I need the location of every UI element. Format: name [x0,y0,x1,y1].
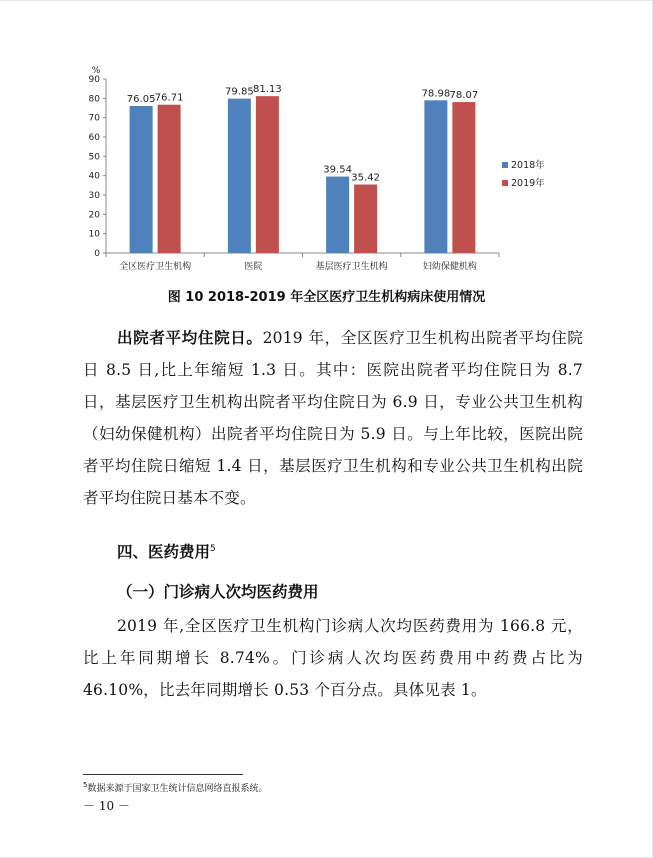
footnote-mark: 5 [83,781,88,789]
data-label: 39.54 [323,164,352,176]
paragraph-average-stay [83,322,583,514]
y-tick-label: 80 [88,94,100,105]
paragraph-lead: 出院者平均住院日。 [117,329,263,347]
figure-caption: 图 10 2018-2019 年全区医疗卫生机构病床使用情况 [167,290,486,305]
bar-2018年 [326,177,349,253]
data-label: 76.05 [126,93,156,105]
legend-label: 2018年 [511,160,545,171]
y-tick-label: 0 [94,249,100,259]
footnote-text: 数据来源于国家卫生统计信息网络直报系统。 [87,784,268,794]
bed-utilization-chart [84,62,564,284]
y-tick-label: 30 [88,191,100,201]
bar-2018年 [424,100,447,253]
footnote-reference[interactable]: 5 [210,543,216,554]
section-heading [117,540,216,562]
page-edge [0,0,653,1]
y-tick-label: 50 [88,152,100,163]
footnote-divider [83,774,243,775]
x-tick-label: 基层医疗卫生机构 [315,262,388,272]
data-label: 35.42 [351,172,380,184]
section-heading-text: 四、医药费用 [117,543,211,561]
legend-swatch [502,180,508,186]
subsection-heading: （一）门诊病人次均医药费用 [117,583,319,601]
data-label: 78.07 [449,90,479,102]
bar-2018年 [228,99,251,253]
x-tick-label: 医院 [244,262,263,272]
y-tick-label: 70 [88,113,100,124]
data-label: 76.71 [154,92,184,104]
x-tick-label: 妇幼保健机构 [422,262,477,272]
y-tick-label: 10 [88,229,100,240]
y-tick-label: 90 [88,75,100,85]
bar-2019年 [354,185,377,253]
legend-swatch [502,162,508,168]
data-label: 78.98 [421,88,451,100]
x-tick-label: 全区医疗卫生机构 [119,262,192,272]
bar-2018年 [130,106,153,253]
paragraph-outpatient-cost: 2019 年,全区医疗卫生机构门诊病人次均医药费用为 166.8 元，比上年同期增长 8.74%。门诊病人次均医药费用中药费占比为 46.10%，比去年同期增长 0.53 个百分点。具体见表 1。 [83,617,583,699]
page-number: － 10 － [83,799,130,813]
y-tick-label: 40 [88,171,100,182]
footnote [83,781,267,794]
paragraph-body: 2019 年，全区医疗卫生机构出院者平均住院日 8.5 日,比上年缩短 1.3 日。其中：医院出院者平均住院日为 8.7 日，基层医疗卫生机构出院者平均住院日为 6.9 日，专业公共卫生机构（妇幼保健机构）出院者平均住院日为 5.9 日。与上年比较，医院出院者平均住院日缩短 1.4 日，基层医疗卫生机构和专业公共卫生机构出院者平均住院日基本不变。 [83,329,583,507]
data-label: 79.85 [225,86,254,98]
bar-2019年 [158,105,181,253]
y-axis-unit: % [91,66,101,76]
data-label: 81.13 [253,84,282,96]
bar-2019年 [256,96,279,253]
y-tick-label: 20 [88,210,100,221]
legend-label: 2019年 [511,178,545,189]
bar-2019年 [452,102,475,253]
y-tick-label: 60 [88,133,100,143]
